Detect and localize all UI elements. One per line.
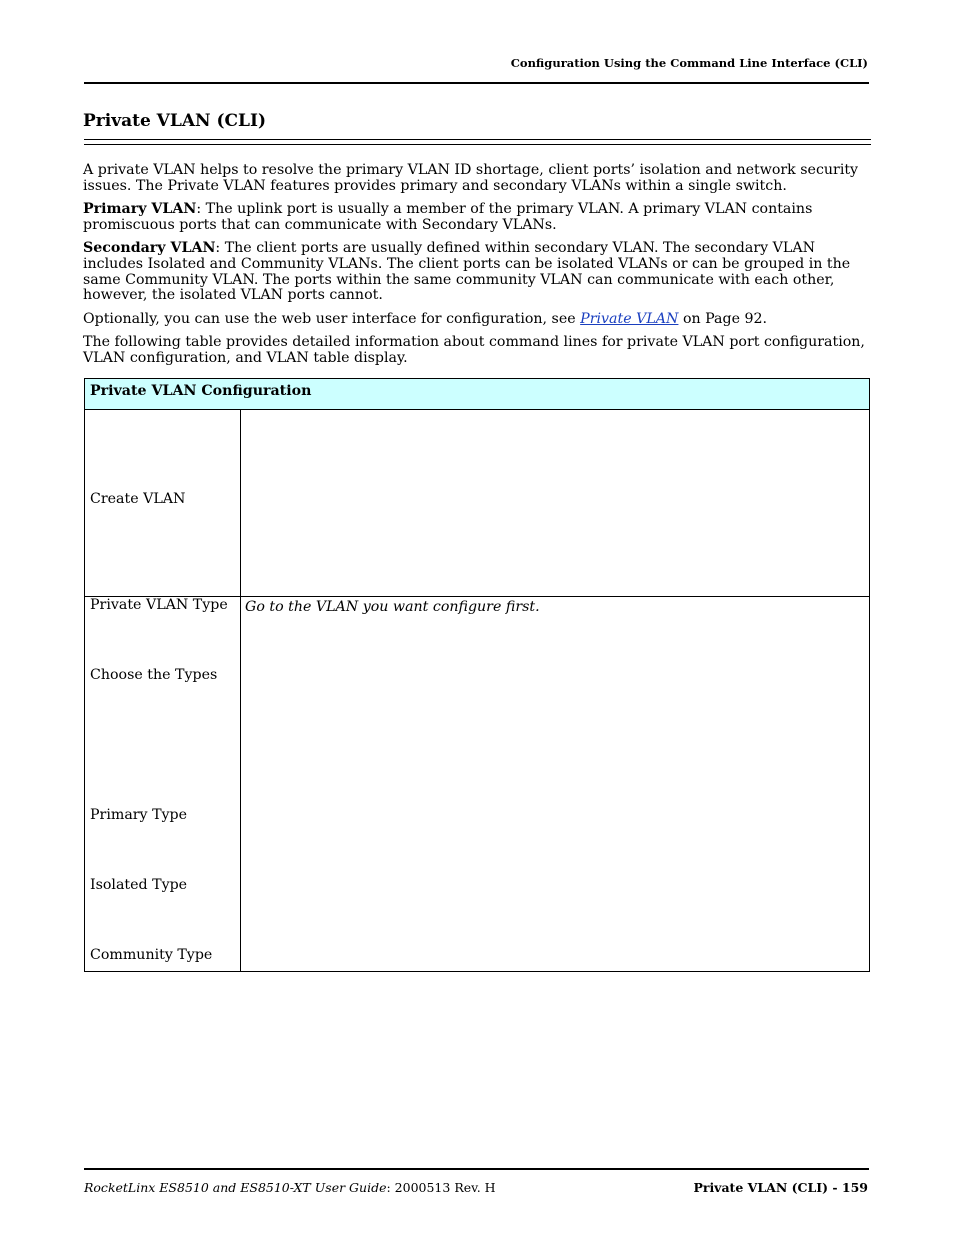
- footer-guide-info: [84, 1180, 496, 1195]
- footer-doc-number: : 2000513 Rev. H: [386, 1180, 496, 1195]
- title-rule-bottom: [84, 144, 871, 145]
- footer-page-reference: Private VLAN (CLI) - 159: [693, 1180, 868, 1195]
- choose-types-label: Choose the Types: [90, 667, 218, 683]
- vlan-types-command-cell: [241, 597, 870, 972]
- secondary-vlan-term: Secondary VLAN: [83, 240, 216, 257]
- isolated-type-label: Isolated Type: [90, 877, 188, 893]
- create-vlan-cell: [85, 410, 241, 597]
- primary-vlan-description: : The uplink port is usually a member of the primary VLAN. A primary VLAN contains promiscuous ports that can communicate with Secondary VLANs.: [83, 201, 813, 233]
- secondary-vlan-description: : The client ports are usually defined within secondary VLAN. The secondary VLAN includes Isolated and Community VLANs. The client ports can be isolated VLANs or can be grouped in the same Community VLAN. The ports within the same community VLAN can communicate with each other, however, the isolated VLAN ports cannot.: [83, 240, 851, 304]
- table-row: [85, 597, 870, 972]
- footer-guide-title: RocketLinx ES8510 and ES8510-XT User Guide: [84, 1180, 387, 1195]
- footer-rule: [84, 1168, 869, 1170]
- running-header: Configuration Using the Command Line Interface (CLI): [510, 56, 868, 70]
- body-text: [83, 163, 873, 375]
- table-intro-paragraph: The following table provides detailed information about command lines for private VLAN port configuration, VLAN configuration, and VLAN table display.: [83, 334, 865, 366]
- private-vlan-config-table: [84, 378, 870, 972]
- community-type-label: Community Type: [90, 947, 213, 963]
- private-vlan-type-label: Private VLAN Type: [90, 597, 228, 613]
- vlan-types-cell: [85, 597, 241, 972]
- secondary-vlan-paragraph: [83, 241, 873, 303]
- intro-paragraph: A private VLAN helps to resolve the primary VLAN ID shortage, client ports’ isolation and network security issues. The Private VLAN features provides primary and secondary VLANs within a single switch.: [83, 162, 859, 194]
- web-ui-suffix: on Page 92.: [678, 310, 768, 327]
- primary-type-label: Primary Type: [90, 807, 188, 823]
- section-title: Private VLAN (CLI): [83, 111, 266, 131]
- primary-vlan-paragraph: [83, 202, 873, 233]
- primary-vlan-term: Primary VLAN: [83, 201, 197, 218]
- private-vlan-link[interactable]: Private VLAN: [580, 310, 679, 327]
- table-row: [85, 410, 870, 597]
- configure-vlan-note: Go to the VLAN you want configure first.: [245, 599, 540, 615]
- title-rule-top: [84, 139, 871, 140]
- create-vlan-command-cell: [241, 410, 870, 597]
- web-ui-paragraph: [83, 312, 873, 328]
- create-vlan-label: Create VLAN: [90, 491, 186, 507]
- table-header: Private VLAN Configuration: [85, 379, 870, 410]
- web-ui-prefix: Optionally, you can use the web user interface for configuration, see: [83, 310, 581, 327]
- header-rule: [84, 82, 869, 84]
